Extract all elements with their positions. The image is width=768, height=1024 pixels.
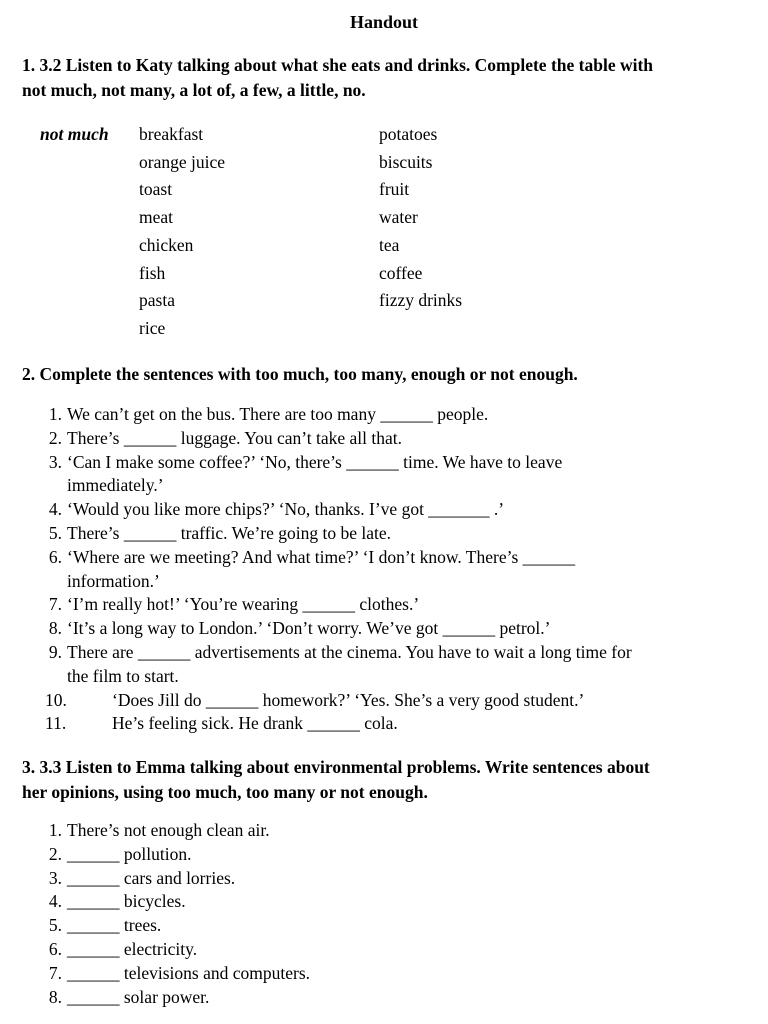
food-item: potatoes [379, 124, 438, 144]
list-item-text: ‘Can I make some coffee?’ ‘No, there’s ______ time. We have to leave [67, 451, 563, 472]
list-item-text: ‘Where are we meeting? And what time?’ ‘I don’t know. There’s ______ [67, 546, 576, 567]
list-item-number: 9. [48, 642, 62, 662]
food-item: fruit [379, 179, 410, 200]
list-item-number: 10. [45, 689, 67, 710]
list-item-text: immediately.’ [67, 475, 164, 496]
food-item: chicken [139, 234, 194, 255]
list-item-text: ______ solar power. [67, 986, 210, 1007]
food-item: toast [139, 179, 173, 200]
list-item-text: ______ pollution. [67, 843, 192, 864]
list-item-text: There’s ______ traffic. We’re going to be late. [67, 523, 392, 543]
food-item: water [379, 207, 418, 228]
list-item-text: ______ trees. [67, 915, 162, 936]
list-item-number: 4. [48, 891, 62, 912]
food-item: rice [139, 317, 166, 338]
list-item-number: 1. [48, 820, 62, 840]
list-item-text: ______ televisions and computers. [67, 962, 311, 983]
food-item: fizzy drinks [379, 290, 463, 311]
list-item-text: There’s ______ luggage. You can’t take all that. [67, 427, 403, 448]
food-item: tea [379, 234, 400, 255]
list-item-text: ‘Would you like more chips?’ ‘No, thanks. I’ve got _______ .’ [67, 499, 505, 520]
list-item-text: information.’ [67, 570, 160, 591]
list-item-text: He’s feeling sick. He drank ______ cola. [112, 713, 398, 734]
list-item-number: 7. [48, 594, 62, 615]
list-item-number: 2. [48, 427, 62, 448]
section-1-heading-line-1: 1. 3.2 Listen to Katy talking about what she eats and drinks. Complete the table with [22, 55, 654, 75]
section-3-heading-line-1: 3. 3.3 Listen to Emma talking about environmental problems. Write sentences about [22, 757, 650, 777]
list-item-number: 2. [48, 843, 62, 864]
food-item: fish [139, 262, 166, 283]
food-item: biscuits [379, 151, 433, 172]
list-item-text: ‘It’s a long way to London.’ ‘Don’t worry. We’ve got ______ petrol.’ [67, 618, 551, 639]
list-item-text: ______ cars and lorries. [67, 867, 236, 888]
list-item-number: 5. [48, 523, 62, 543]
list-item-number: 7. [48, 962, 62, 983]
list-item-number: 1. [48, 404, 62, 424]
list-item-text: ‘I’m really hot!’ ‘You’re wearing ______ clothes.’ [67, 594, 420, 615]
list-item-number: 4. [48, 499, 62, 520]
food-item: breakfast [139, 124, 204, 144]
list-item-number: 6. [48, 939, 62, 959]
section-2-heading: 2. Complete the sentences with too much, too many, enough or not enough. [22, 364, 578, 384]
list-item-text: ______ bicycles. [67, 891, 186, 912]
list-item-number: 5. [48, 915, 62, 936]
section-1-heading [22, 53, 752, 103]
list-item-text: ‘Does Jill do ______ homework?’ ‘Yes. She’s a very good student.’ [112, 689, 585, 710]
food-item: coffee [379, 262, 423, 283]
list-item-number: 3. [48, 451, 62, 472]
section-1-heading-line-2: not much, not many, a lot of, a few, a little, no. [22, 80, 366, 100]
food-item: pasta [139, 290, 175, 311]
section-3-heading [22, 755, 752, 805]
list-item-number: 8. [48, 618, 62, 639]
list-item-text: ______ electricity. [67, 939, 198, 959]
list-item-text: the film to start. [67, 665, 179, 686]
list-item-text: There’s not enough clean air. [67, 820, 270, 840]
food-item: meat [139, 207, 174, 228]
page-title: Handout [349, 12, 419, 32]
table-row-label: not much [40, 124, 109, 144]
list-item-text: We can’t get on the bus. There are too many ______ people. [67, 404, 489, 424]
list-item-text: There are ______ advertisements at the cinema. You have to wait a long time for [67, 642, 632, 662]
list-item-number: 8. [48, 986, 62, 1007]
list-item-number: 11. [45, 713, 67, 734]
list-item-number: 6. [48, 546, 62, 567]
section-3-heading-line-2: her opinions, using too much, too many or not enough. [22, 782, 428, 802]
list-item-number: 3. [48, 867, 62, 888]
food-item: orange juice [139, 151, 225, 172]
